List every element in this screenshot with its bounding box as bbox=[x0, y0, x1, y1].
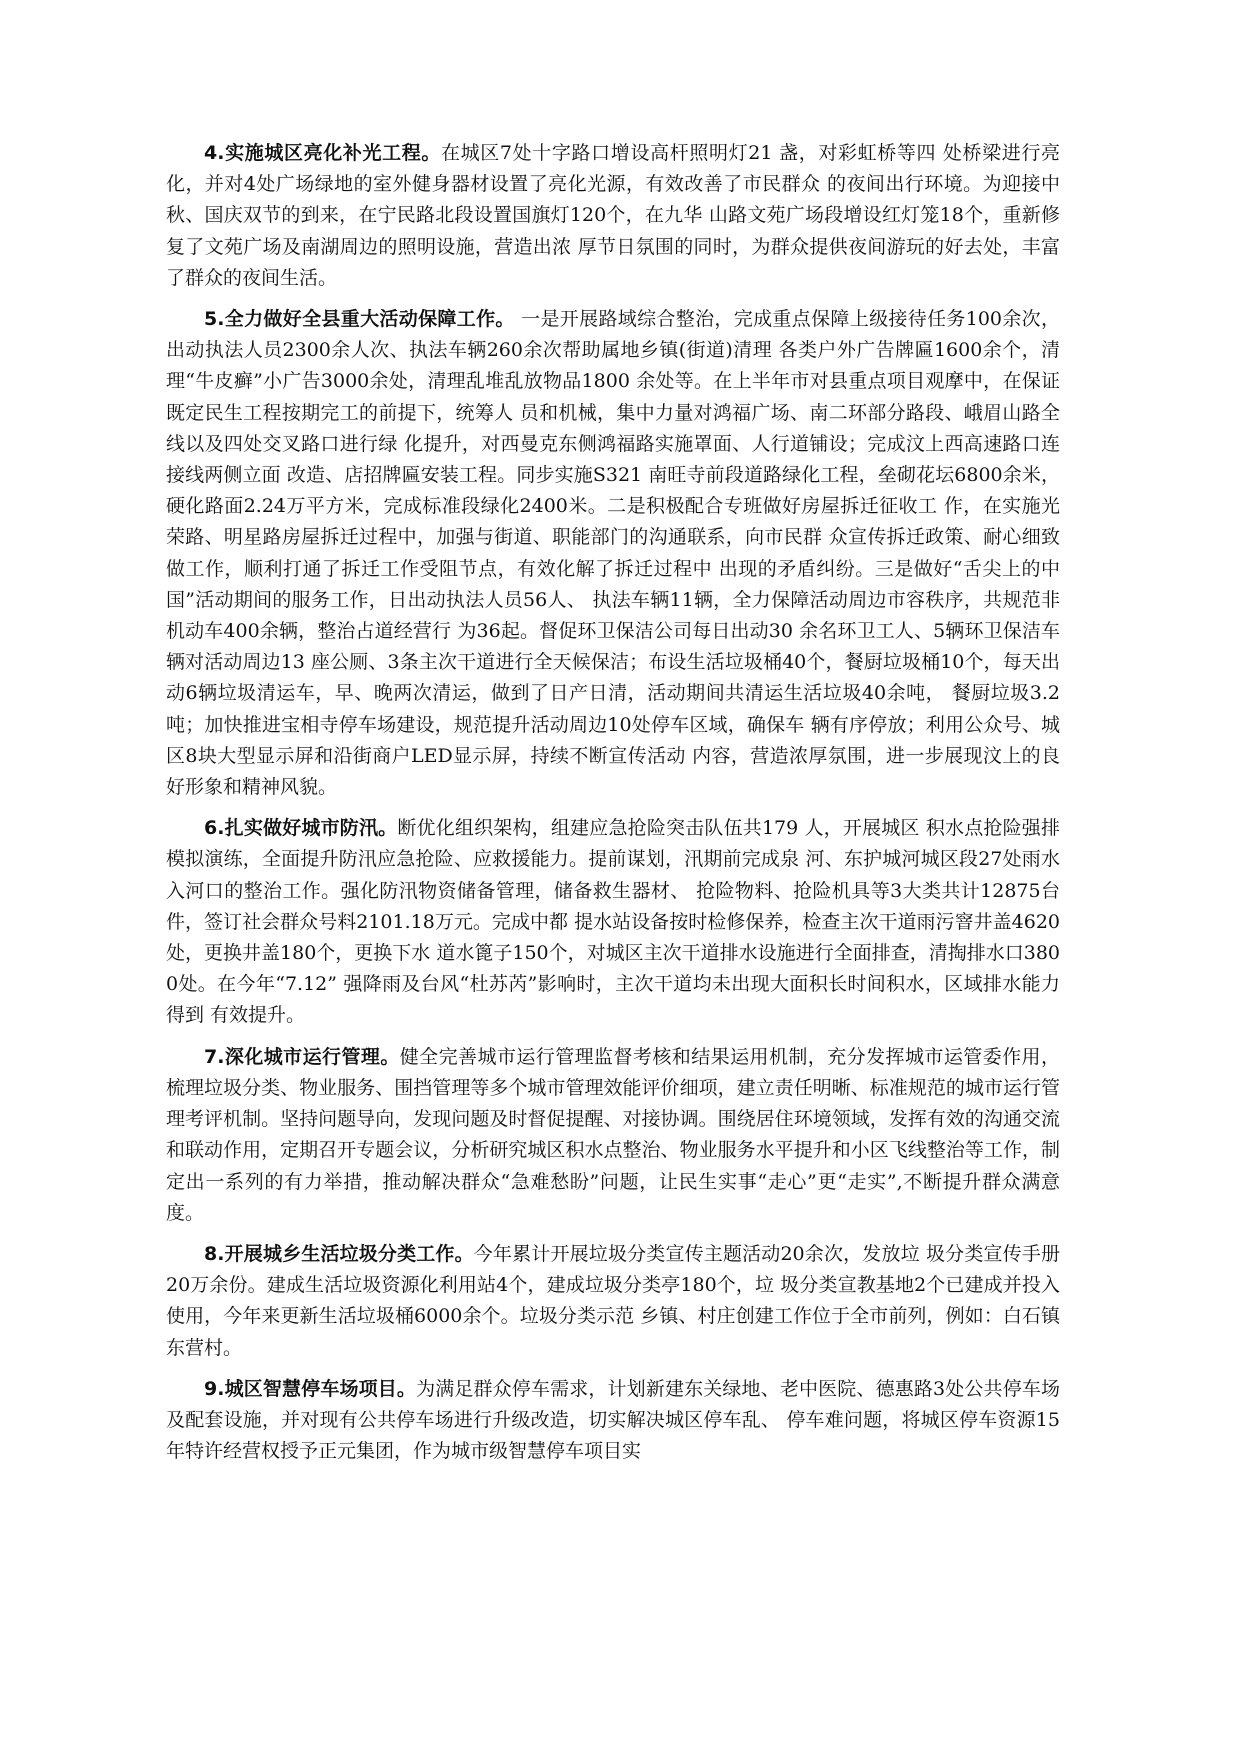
paragraph-heading: 9.城区智慧停车场项目。 bbox=[204, 1377, 417, 1400]
paragraph-heading: 5.全力做好全县重大活动保障工作。 bbox=[204, 308, 515, 331]
paragraph-5 bbox=[166, 304, 1060, 803]
paragraph-6 bbox=[166, 813, 1060, 1031]
paragraph-4 bbox=[166, 138, 1060, 294]
paragraph-7 bbox=[166, 1042, 1060, 1229]
document-page bbox=[166, 138, 1060, 1477]
paragraph-heading: 4.实施城区亮化补光工程。 bbox=[204, 142, 442, 164]
paragraph-heading: 7.深化城市运行管理。 bbox=[204, 1045, 400, 1068]
paragraph-body: 在城区7处十字路口增设高杆照明灯21 盏，对彩虹桥等四 处桥梁进行亮化，并对4处广场绿地的室外健身器材设置了亮化光源，有效改善了市民群众 的夜间出行环境。为迎接中秋、国庆双节的到来，在宁民路北段设置国旗灯120个，在九华 山路文苑广场段增设红灯笼18个，重新修复了文苑广场及南湖周边的照明设施，营造出浓 厚节日氛围的同时，为群众提供夜间游玩的好去处，丰富了群众的夜间生活。 bbox=[166, 142, 1060, 289]
paragraph-heading: 6.扎实做好城市防汛。 bbox=[204, 817, 398, 840]
paragraph-body: 今年累计开展垃圾分类宣传主题活动20余次，发放垃 圾分类宣传手册20万余份。建成生活垃圾资源化利用站4个，建成垃圾分类亭180个，垃 圾分类宣教基地2个已建成并投入使用，今年来更新生活垃圾桶6000余个。垃圾分类示范 乡镇、村庄创建工作位于全市前列，例如：白石镇东营村。 bbox=[166, 1242, 1060, 1359]
paragraph-body: 断优化组织架构，组建应急抢险突击队伍共179 人，开展城区 积水点抢险强排模拟演练，全面提升防汛应急抢险、应救援能力。提前谋划，汛期前完成泉 河、东护城河城区段27处雨水入河口的整治工作。强化防汛物资储备管理，储备救生器材、 抢险物料、抢险机具等3大类共计12875台件，签订社会群众号料2101.18万元。完成中都 提水站设备按时检修保养，检查主次干道雨污窨井盖4620处，更换井盖180个，更换下水 道水篦子150个，对城区主次干道排水设施进行全面排查，清掏排水口3800处。在今年“7.12” 强降雨及台风“杜苏芮”影响时，主次干道均未出现大面积长时间积水，区域排水能力得到 有效提升。 bbox=[166, 817, 1060, 1027]
paragraph-8 bbox=[166, 1239, 1060, 1364]
paragraph-body: 为满足群众停车需求，计划新建东关绿地、老中医院、德惠路3处公共停车场及配套设施，并对现有公共停车场进行升级改造，切实解决城区停车乱、 停车难问题，将城区停车资源15年特许经营权授予正元集团，作为城市级智慧停车项目实 bbox=[166, 1377, 1060, 1463]
paragraph-9 bbox=[166, 1374, 1060, 1468]
paragraph-body: 健全完善城市运行管理监督考核和结果运用机制，充分发挥城市运管委作用，梳理垃圾分类、物业服务、围挡管理等多个城市管理效能评价细项，建立责任明晰、标准规范的城市运行管理考评机制。坚持问题导向，发现问题及时督促提醒、对接协调。围绕居住环境领域，发挥有效的沟通交流和联动作用，定期召开专题会议，分析研究城区积水点整治、物业服务水平提升和小区飞线整治等工作，制定出一系列的有力举措，推动解决群众“急难愁盼”问题，让民生实事“走心”更“走实”,不断提升群众满意度。 bbox=[166, 1045, 1060, 1224]
paragraph-heading: 8.开展城乡生活垃圾分类工作。 bbox=[204, 1242, 474, 1265]
paragraph-body: 一是开展路域综合整治，完成重点保障上级接待任务100余次，出动执法人员2300余人次、执法车辆260余次帮助属地乡镇(街道)清理 各类户外广告牌匾1600余个，清理“牛皮癣”小广告3000余处，清理乱堆乱放物品1800 余处等。在上半年市对县重点项目观摩中，在保证既定民生工程按期完工的前提下，统筹人 员和机械，集中力量对鸿福广场、南二环部分路段、峨眉山路全线以及四处交叉路口进行绿 化提升，对西曼克东侧鸿福路实施罩面、人行道铺设；完成汶上西高速路口连接线两侧立面 改造、店招牌匾安装工程。同步实施S321 南旺寺前段道路绿化工程，垒砌花坛6800余米， 硬化路面2.24万平方米，完成标准段绿化2400米。二是积极配合专班做好房屋拆迁征收工 作，在实施光荣路、明星路房屋拆迁过程中，加强与街道、职能部门的沟通联系，向市民群 众宣传拆迁政策、耐心细致做工作，顺利打通了拆迁工作受阻节点，有效化解了拆迁过程中 出现的矛盾纠纷。三是做好“舌尖上的中国”活动期间的服务工作，日出动执法人员56人、 执法车辆11辆，全力保障活动周边市容秩序，共规范非机动车400余辆，整治占道经营行 为36起。督促环卫保洁公司每日出动30 余名环卫工人、5辆环卫保洁车辆对活动周边13 座公厕、3条主次干道进行全天候保洁；布设生活垃圾桶40个，餐厨垃圾桶10个，每天出 动6辆垃圾清运车，早、晚两次清运，做到了日产日清，活动期间共清运生活垃圾40余吨， 餐厨垃圾3.2吨；加快推进宝相寺停车场建设，规范提升活动周边10处停车区域，确保车 辆有序停放；利用公众号、城区8块大型显示屏和沿街商户LED显示屏，持续不断宣传活动 内容，营造浓厚氛围，进一步展现汶上的良好形象和精神风貌。 bbox=[166, 308, 1060, 799]
